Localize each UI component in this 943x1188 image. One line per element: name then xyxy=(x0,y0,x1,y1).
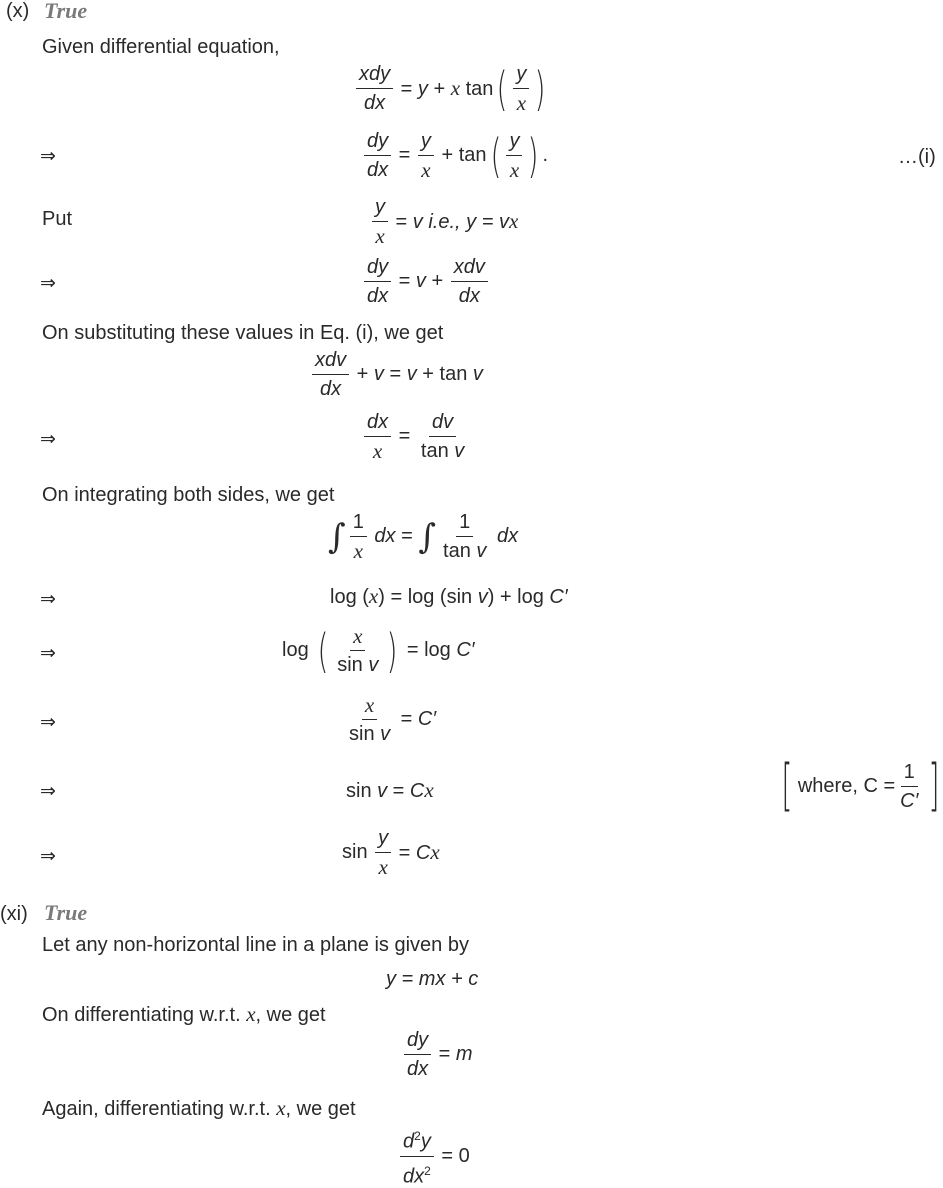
implies-arrow: ⇒ xyxy=(40,711,56,733)
where-bracket: [ where, C = $\frac{1}{C'}$ ] xyxy=(781,753,940,818)
integrating-text: On integrating both sides, we get xyxy=(42,484,335,506)
eq-dydx-sub: $\frac{dy}{dx}$ = v + $\frac{\text{xdv}}{dx}$ xyxy=(362,255,490,308)
diff2-text: Again, differentiating w.r.t. x, we get xyxy=(42,1096,356,1120)
implies-arrow: ⇒ xyxy=(40,642,56,664)
diff1-text: On differentiating w.r.t. x, we get xyxy=(42,1002,326,1026)
implies-arrow: ⇒ xyxy=(40,145,56,167)
put-word: Put xyxy=(42,208,73,230)
ie-text: i.e., y = xyxy=(422,211,499,233)
eq-original: $\frac{\text{xdy}}{dx}$ = y + x tan ( $\frac{y}{x}$ ) xyxy=(354,62,549,115)
where-text: where, C = xyxy=(797,774,896,797)
part-xi-label: (xi) xyxy=(0,903,28,925)
eq-integral: ∫ $\frac{1}{x}$ dx = ∫ $\frac{1}{\text{tan v}}$ dx xyxy=(328,511,519,563)
eq-substitution: $\frac{y}{x}$ = v i.e., y = vx xyxy=(370,195,518,248)
eq-log-ratio: log ( $\frac{x}{\text{sin v}}$ ) = log C′ xyxy=(282,623,475,678)
implies-arrow: ⇒ xyxy=(40,428,56,450)
eq-sinv: sin v = Cx xyxy=(346,778,434,802)
implies-arrow: ⇒ xyxy=(40,780,56,802)
eq-first-derivative: $\frac{dy}{dx}$ = m xyxy=(402,1028,473,1081)
line-equation: y = mx + c xyxy=(386,968,479,990)
eq-substituted: $\frac{\text{xdv}}{dx}$ + v = v + tan v xyxy=(310,348,483,401)
eq-ref-i: …(i) xyxy=(898,146,936,168)
implies-arrow: ⇒ xyxy=(40,272,56,294)
eq-final: sin $\frac{y}{x}$ = Cx xyxy=(342,827,440,879)
part-xi-intro: Let any non-horizontal line in a plane is given by xyxy=(42,934,469,956)
part-x-label: (x) xyxy=(6,0,30,22)
eq-second-derivative: $\frac{d^2y}{dx^2}$ = 0 xyxy=(398,1124,470,1188)
part-x-verdict: True xyxy=(44,0,88,23)
eq-1: $\frac{dy}{dx}$ = $\frac{y}{x}$ + tan ( $\frac{y}{x}$ ) . xyxy=(362,129,548,182)
substituting-text: On substituting these values in Eq. (i), we get xyxy=(42,322,444,344)
part-xi-verdict: True xyxy=(44,900,88,925)
part-x-intro: Given differential equation, xyxy=(42,36,280,58)
eq-ratio-const: $\frac{x}{\text{sin v}}$ = C′ xyxy=(349,693,437,745)
eq-log: log (x) = log (sin v) + log C′ xyxy=(330,584,568,608)
implies-arrow: ⇒ xyxy=(40,845,56,867)
implies-arrow: ⇒ xyxy=(40,588,56,610)
eq-separated: $\frac{dx}{x}$ = $\frac{dv}{\text{tan v}}$ xyxy=(362,410,469,463)
